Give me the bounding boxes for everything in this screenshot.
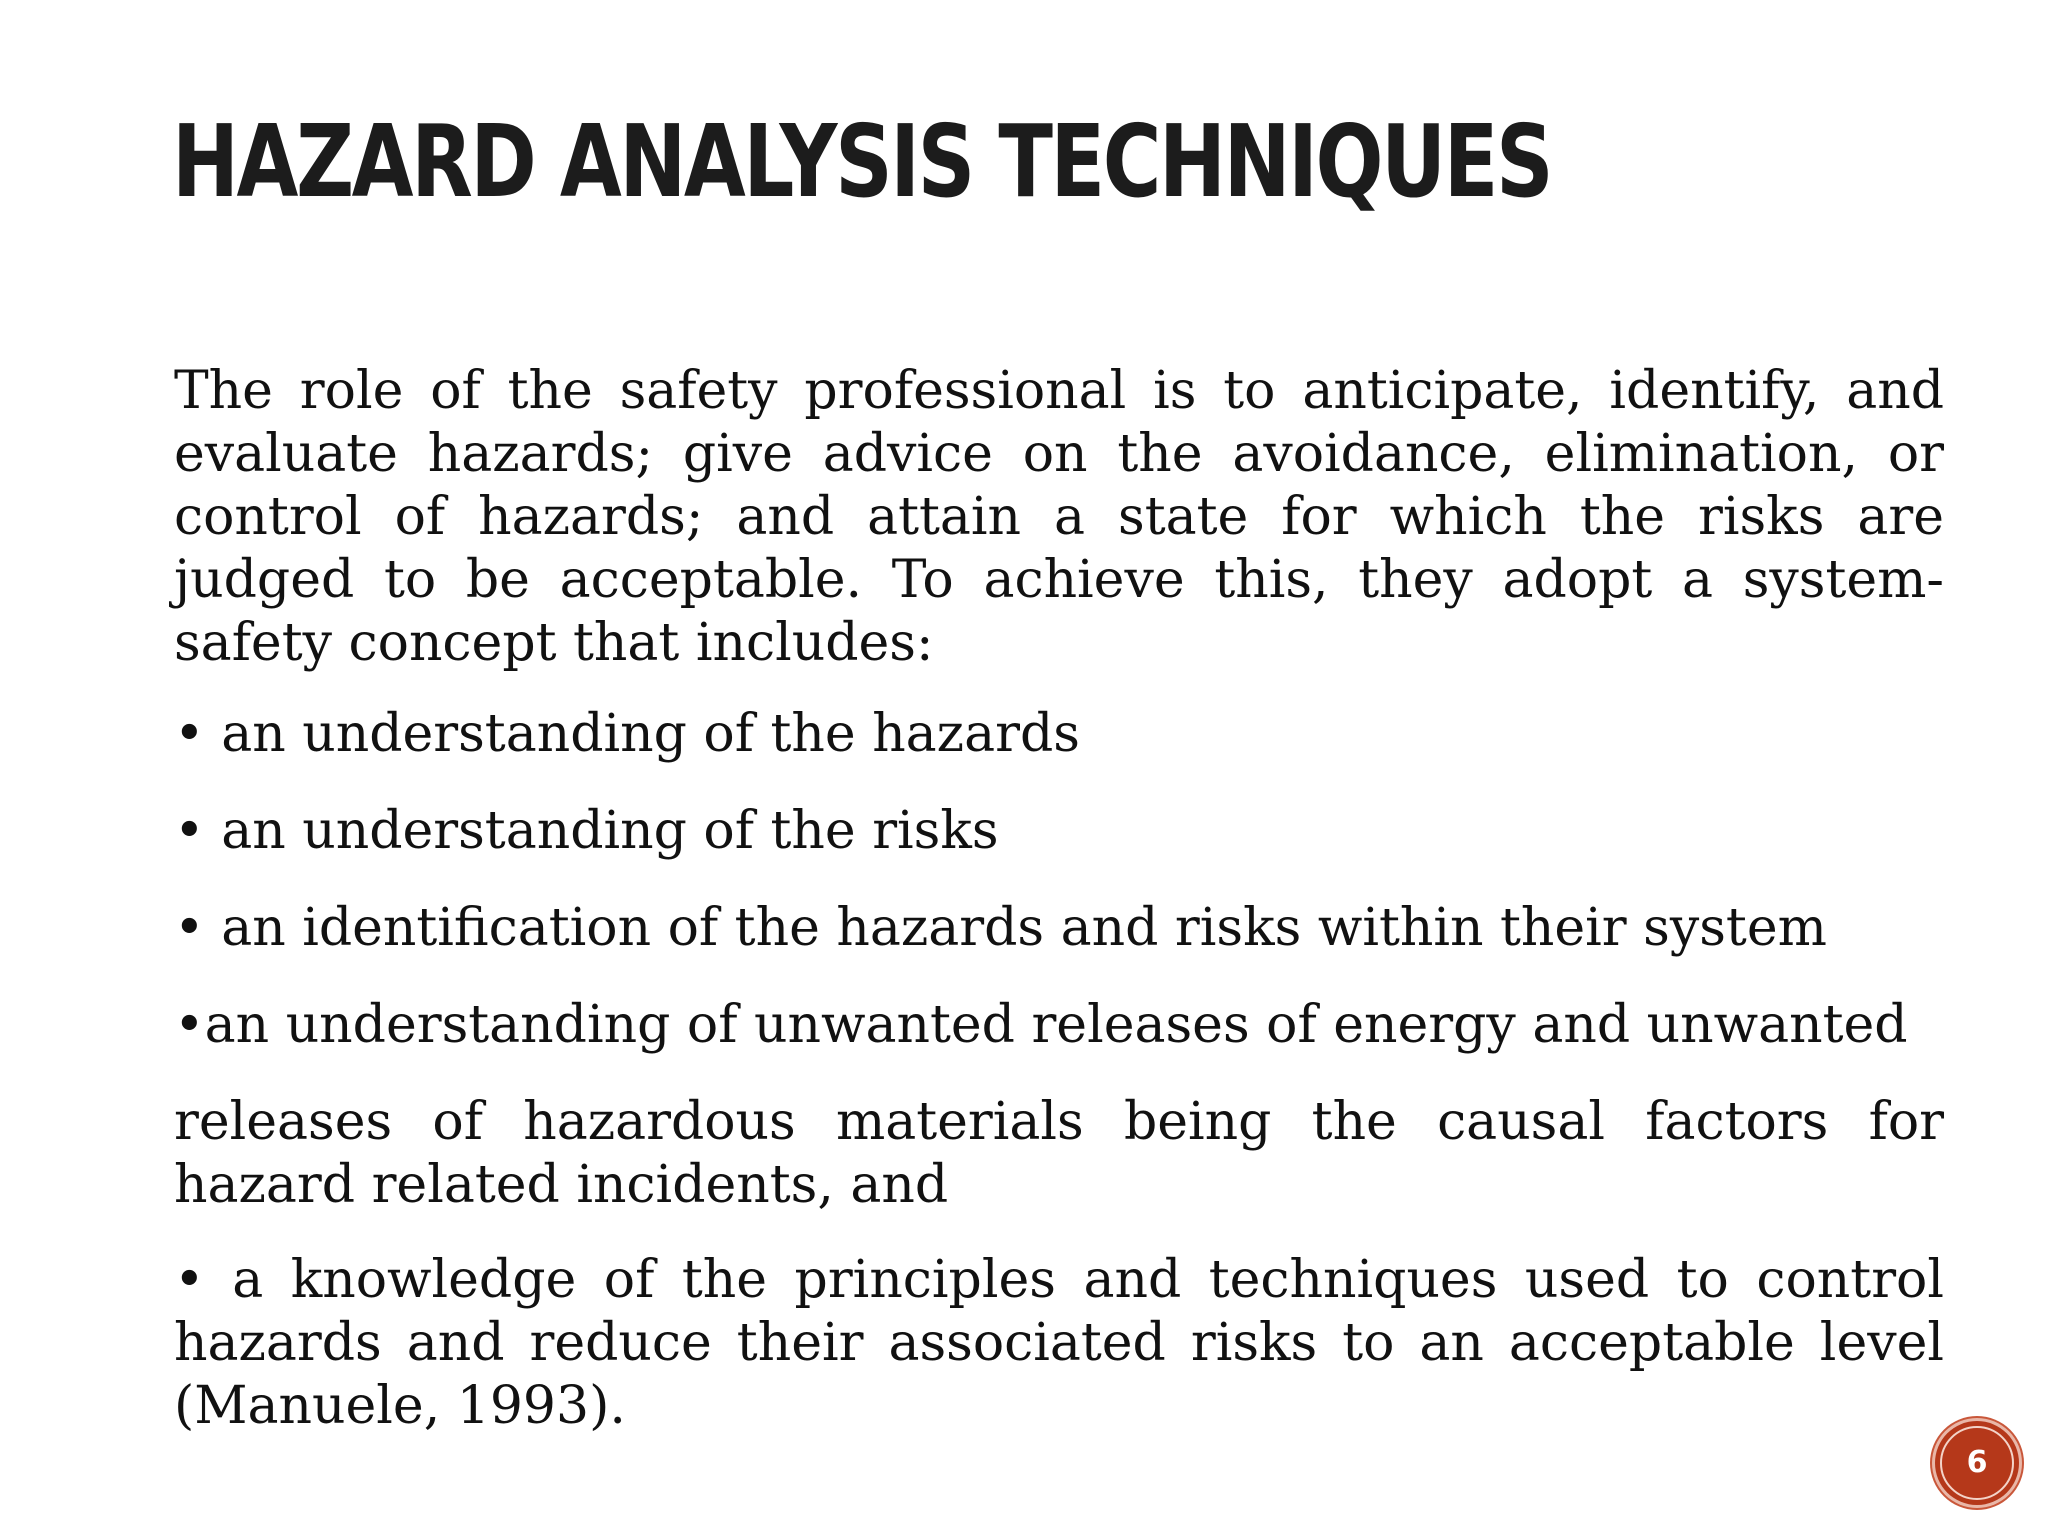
slide-title: HAZARD ANALYSIS TECHNIQUES xyxy=(172,103,1552,220)
bullet-item: •an understanding of unwanted releases of energy and unwanted xyxy=(174,995,1908,1055)
intro-paragraph: The role of the safety professional is to anticipate, identify, and evaluate hazards; give advice on the avoidance, elimination, or control of hazards; and attain a state for which the risks are judged to be acceptable. To achieve this, they adopt a system-safety concept that includes: xyxy=(174,361,1944,673)
bullet-item: • an identification of the hazards and risks within their system xyxy=(174,898,1827,958)
page-number-badge xyxy=(1935,1421,2019,1505)
page-number: 6 xyxy=(1966,1445,1988,1480)
continuation-paragraph: releases of hazardous materials being the causal factors for hazard related incidents, and xyxy=(174,1092,1944,1215)
bullet-item: • an understanding of the risks xyxy=(174,801,999,861)
slide-body xyxy=(174,360,1944,1438)
last-bullet-paragraph: • a knowledge of the principles and techniques used to control hazards and reduce their associated risks to an acceptable level (Manuele, 1993). xyxy=(174,1250,1944,1436)
bullet-item: • an understanding of the hazards xyxy=(174,704,1080,764)
